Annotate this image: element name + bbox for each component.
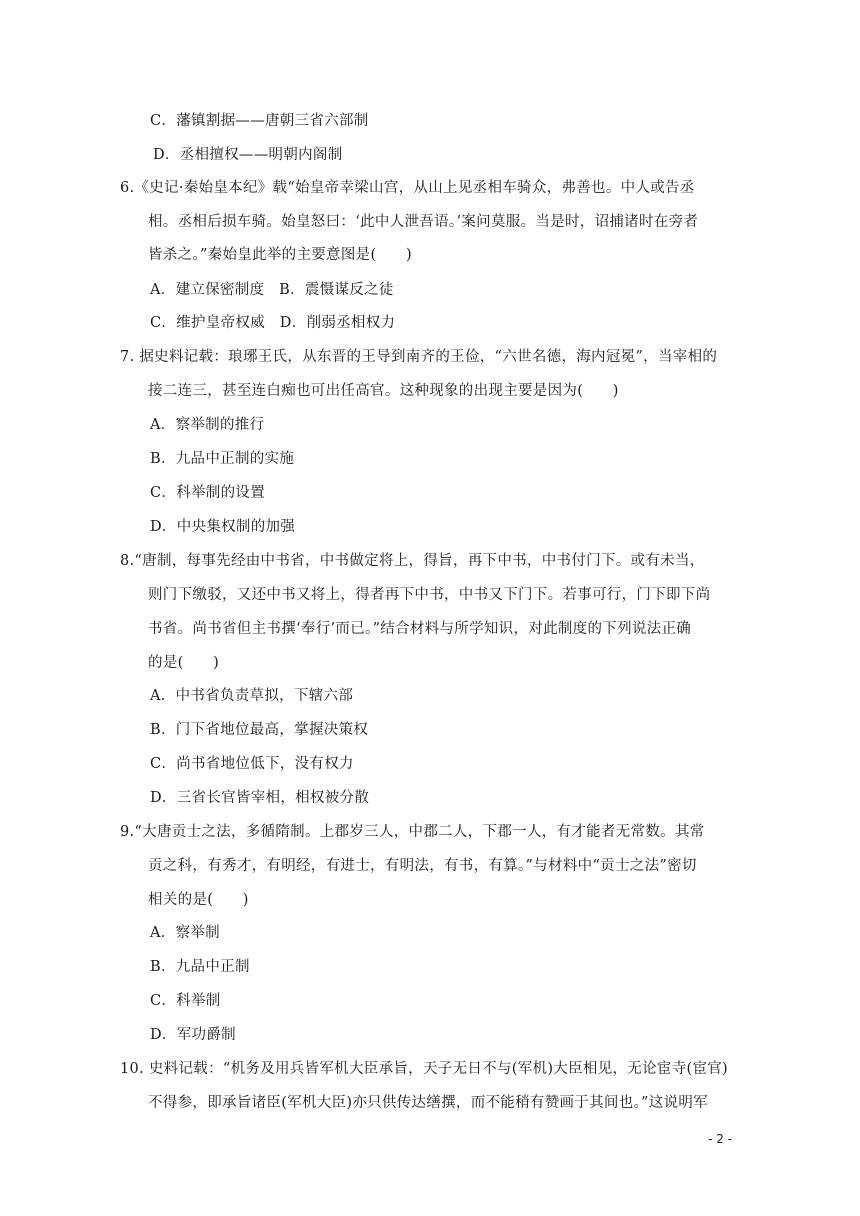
q7-option-a: A．察举制的推行	[150, 417, 265, 433]
q7-option-d: D．中央集权制的加强	[150, 519, 296, 535]
q8-option-c: C．尚书省地位低下，没有权力	[150, 756, 354, 772]
q9-option-c: C．科举制	[150, 993, 221, 1009]
q6-options-cd: C．维护皇帝权威 D．削弱丞相权力	[150, 315, 396, 331]
q5-option-d: D．丞相擅权——明朝内阁制	[153, 147, 343, 163]
q6-stem-line-3: 皆杀之。”秦始皇此举的主要意图是( )	[148, 247, 412, 263]
q9-stem-line-1: 9.“大唐贡士之法，多循隋制。上郡岁三人，中郡二人，下郡一人，有才能者无常数。其常	[120, 824, 705, 840]
q9-stem-line-3: 相关的是( )	[148, 892, 249, 908]
q8-option-d: D．三省长官皆宰相，相权被分散	[150, 790, 370, 806]
q6-stem-line-1: 6.《史记·秦始皇本纪》载“始皇帝幸梁山宫，从山上见丞相车骑众，弗善也。中人或告丞	[120, 180, 695, 196]
q5-option-c: C．藩镇割据——唐朝三省六部制	[150, 113, 369, 129]
q9-option-d: D．军功爵制	[150, 1027, 236, 1043]
q7-option-b: B．九品中正制的实施	[150, 451, 295, 467]
q6-options-ab: A．建立保密制度 B．震慑谋反之徒	[150, 282, 394, 298]
q10-stem-line-1: 10. 史料记载：“机务及用兵皆军机大臣承旨，天子无日不与(军机)大臣相见，无论宦寺(宦官)	[120, 1061, 729, 1077]
page-number: - 2 -	[708, 1132, 732, 1146]
q10-stem-line-2: 不得参，即承旨诸臣(军机大臣)亦只供传达缮撰，而不能稍有赞画于其间也。”这说明军	[148, 1095, 708, 1111]
q9-option-b: B．九品中正制	[150, 959, 250, 975]
q7-stem-line-1: 7. 据史料记载：琅琊王氏，从东晋的王导到南齐的王俭，“六世名德，海内冠冕”，当宰相的	[120, 349, 718, 365]
q9-option-a: A．察举制	[150, 925, 220, 941]
q8-stem-line-4: 的是( )	[148, 655, 220, 671]
q7-option-c: C．科举制的设置	[150, 485, 265, 501]
q8-stem-line-1: 8.“唐制，每事先经由中书省，中书做定将上，得旨，再下中书，中书付门下。或有未当，	[120, 553, 705, 569]
q7-stem-line-2: 接二连三，甚至连白痴也可出任高官。这种现象的出现主要是因为( )	[148, 383, 619, 399]
q8-stem-line-3: 书省。尚书省但主书撰‘奉行’而已。”结合材料与所学知识，对此制度的下列说法正确	[148, 621, 692, 637]
q8-stem-line-2: 则门下缴驳，又还中书又将上，得者再下中书，中书又下门下。若事可行，门下即下尚	[148, 587, 711, 603]
q8-option-a: A．中书省负责草拟，下辖六部	[150, 688, 354, 704]
q9-stem-line-2: 贡之科，有秀才，有明经，有进士，有明法，有书，有算。”与材料中“贡士之法”密切	[148, 858, 697, 874]
q6-stem-line-2: 相。丞相后损车骑。始皇怒曰：‘此中人泄吾语。’案问莫服。当是时，诏捕诸时在旁者	[148, 214, 699, 230]
q8-option-b: B．门下省地位最高，掌握决策权	[150, 722, 369, 738]
